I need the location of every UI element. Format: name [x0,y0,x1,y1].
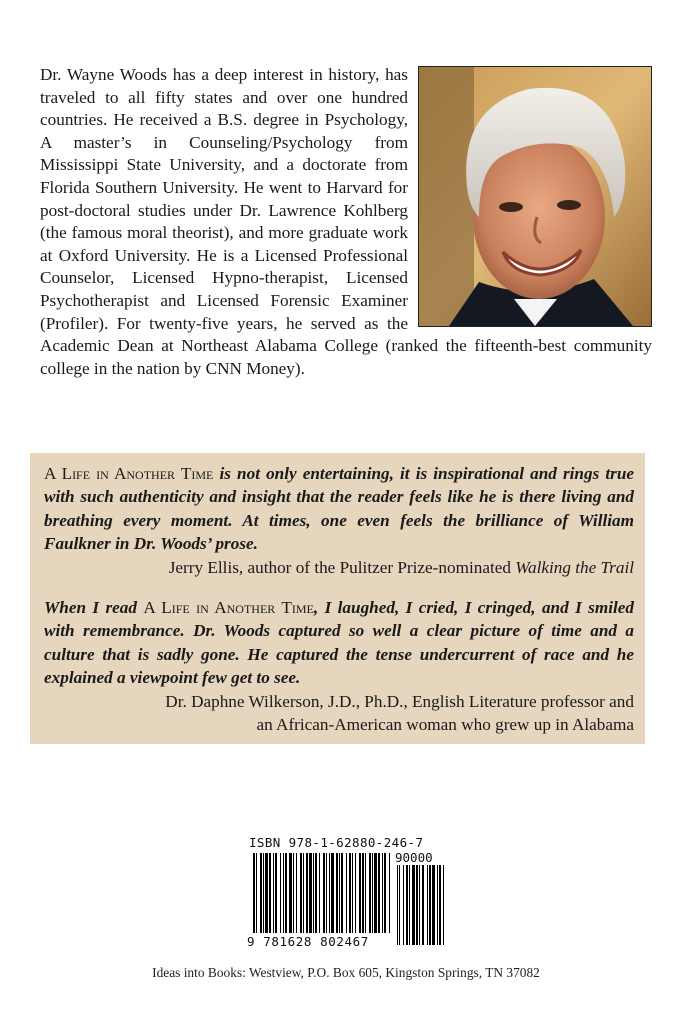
barcode-bar [319,853,320,933]
barcode-bar [331,853,334,933]
review-quote-1-attribution [44,556,634,579]
barcode-addon-bar [397,865,398,945]
barcode-bar [382,853,383,933]
barcode-addon-bar [409,865,410,945]
barcode-bar [293,853,294,933]
review-quote-2-text: , I laughed, I cried, I cringed, and I smiled with remembrance. Dr. Woods captured so well a clear picture of time and a culture that is sadly gone. He captured the tense undercurrent of race and he explained a viewpoint few get to see. [44,598,634,688]
review-quote-1-text: is not only entertaining, it is inspirational and rings true with such authenticity and insight that the reader feels like he is there living and breathing every moment. At times, one even feels the brilliance of William Faulkner in Dr. Woods’ prose. [44,464,635,554]
barcode-bar [275,853,277,933]
barcode-bar [346,853,347,933]
barcode-bar [326,853,327,933]
barcode-bar [336,853,338,933]
barcode-bar [349,853,351,933]
barcode-addon-bar [416,865,418,945]
barcode-addon-bar [419,865,420,945]
barcode-bar [265,853,268,933]
barcode-bar [323,853,325,933]
attribution-author: Jerry Ellis, author of the Pulitzer Prize-nominated [168,557,511,577]
barcode-bar [384,853,386,933]
barcode-addon-bar [422,865,424,945]
author-photo [418,66,652,327]
attribution-line-2: an African-American woman who grew up in Alabama [256,715,634,735]
barcode-addon-bar [432,865,435,945]
attribution-book-title: Walking the Trail [515,557,634,577]
barcode-bar [300,853,302,933]
barcode-bar [306,853,308,933]
bio-text: Dr. Wayne Woods has a deep interest in history, has traveled to all fifty states and over one hundred countries. He received a B.S. degree in Psychology, A master’s in Counseling/Psychology from Mississippi State University, and a doctorate from Florida Southern University. He went to Harvard for post-doctoral studies under Dr. Lawrence Kohlberg (the famous moral theorist), and more graduate work at Oxford University. He is a Licensed Professional Counselor, Licensed Hypno-therapist, Licensed Psychotherapist and Licensed Forensic Examiner (Profiler). For twenty-five years, he served as the Academic Dean at Northeast Alabama College (ranked the fifteenth-best community college in the nation by CNN Money). [40,65,652,378]
barcode-bar [280,853,281,933]
barcode-addon-bar [403,865,404,945]
review-quote-2-lead: When I read [44,598,137,618]
barcode-bar [273,853,274,933]
isbn-number: ISBN 978-1-62880-246-7 [249,835,424,850]
barcode-bar [313,853,314,933]
attribution-line-1: Dr. Daphne Wilkerson, J.D., Ph.D., English Literature professor and [165,691,634,711]
review-quote-1 [44,462,634,556]
barcode-addon-bar [406,865,408,945]
barcode-bar [289,853,292,933]
barcode-addon-bar [439,865,441,945]
barcode-bar [359,853,361,933]
review-quote-2-attribution [44,690,634,737]
barcode-bar [352,853,353,933]
review-quote-2 [44,596,634,690]
barcode-addon-bar [429,865,431,945]
barcode-bar [256,853,257,933]
barcode-bar [296,853,297,933]
price-code: 90000 [395,850,433,865]
barcode-bar [260,853,262,933]
author-bio [40,64,652,380]
barcode-bar [355,853,356,933]
barcode-addon-bar [399,865,400,945]
book-title: A Life in Another Time [44,464,214,483]
barcode-bar [372,853,373,933]
barcode-bar [378,853,380,933]
barcode-bar [389,853,390,933]
barcode-addon-bar [443,865,444,945]
barcode-bar [263,853,264,933]
isbn-barcode [245,835,449,951]
publisher-line: Ideas into Books: Westview, P.O. Box 605, Kingston Springs, TN 37082 [152,965,540,980]
barcode-bar [309,853,312,933]
barcode-bar [283,853,284,933]
barcode-bar [365,853,366,933]
barcode-bar [303,853,304,933]
barcode-bar [374,853,377,933]
barcode-bar [329,853,330,933]
barcode-bar [341,853,343,933]
barcode-bar [339,853,340,933]
review-quotes-panel [30,453,645,744]
barcode-bar [285,853,287,933]
barcode-digits: 9 781628 802467 [247,934,369,949]
barcode-addon-bar [437,865,438,945]
author-portrait-image [419,67,651,326]
barcode-bar [362,853,364,933]
barcode-bar [269,853,271,933]
barcode-addon-bar [427,865,428,945]
barcode-bar [315,853,317,933]
barcode-bar [369,853,371,933]
barcode-addon-bar [412,865,415,945]
book-title: A Life in Another Time [143,598,314,618]
barcode-bar [253,853,255,933]
